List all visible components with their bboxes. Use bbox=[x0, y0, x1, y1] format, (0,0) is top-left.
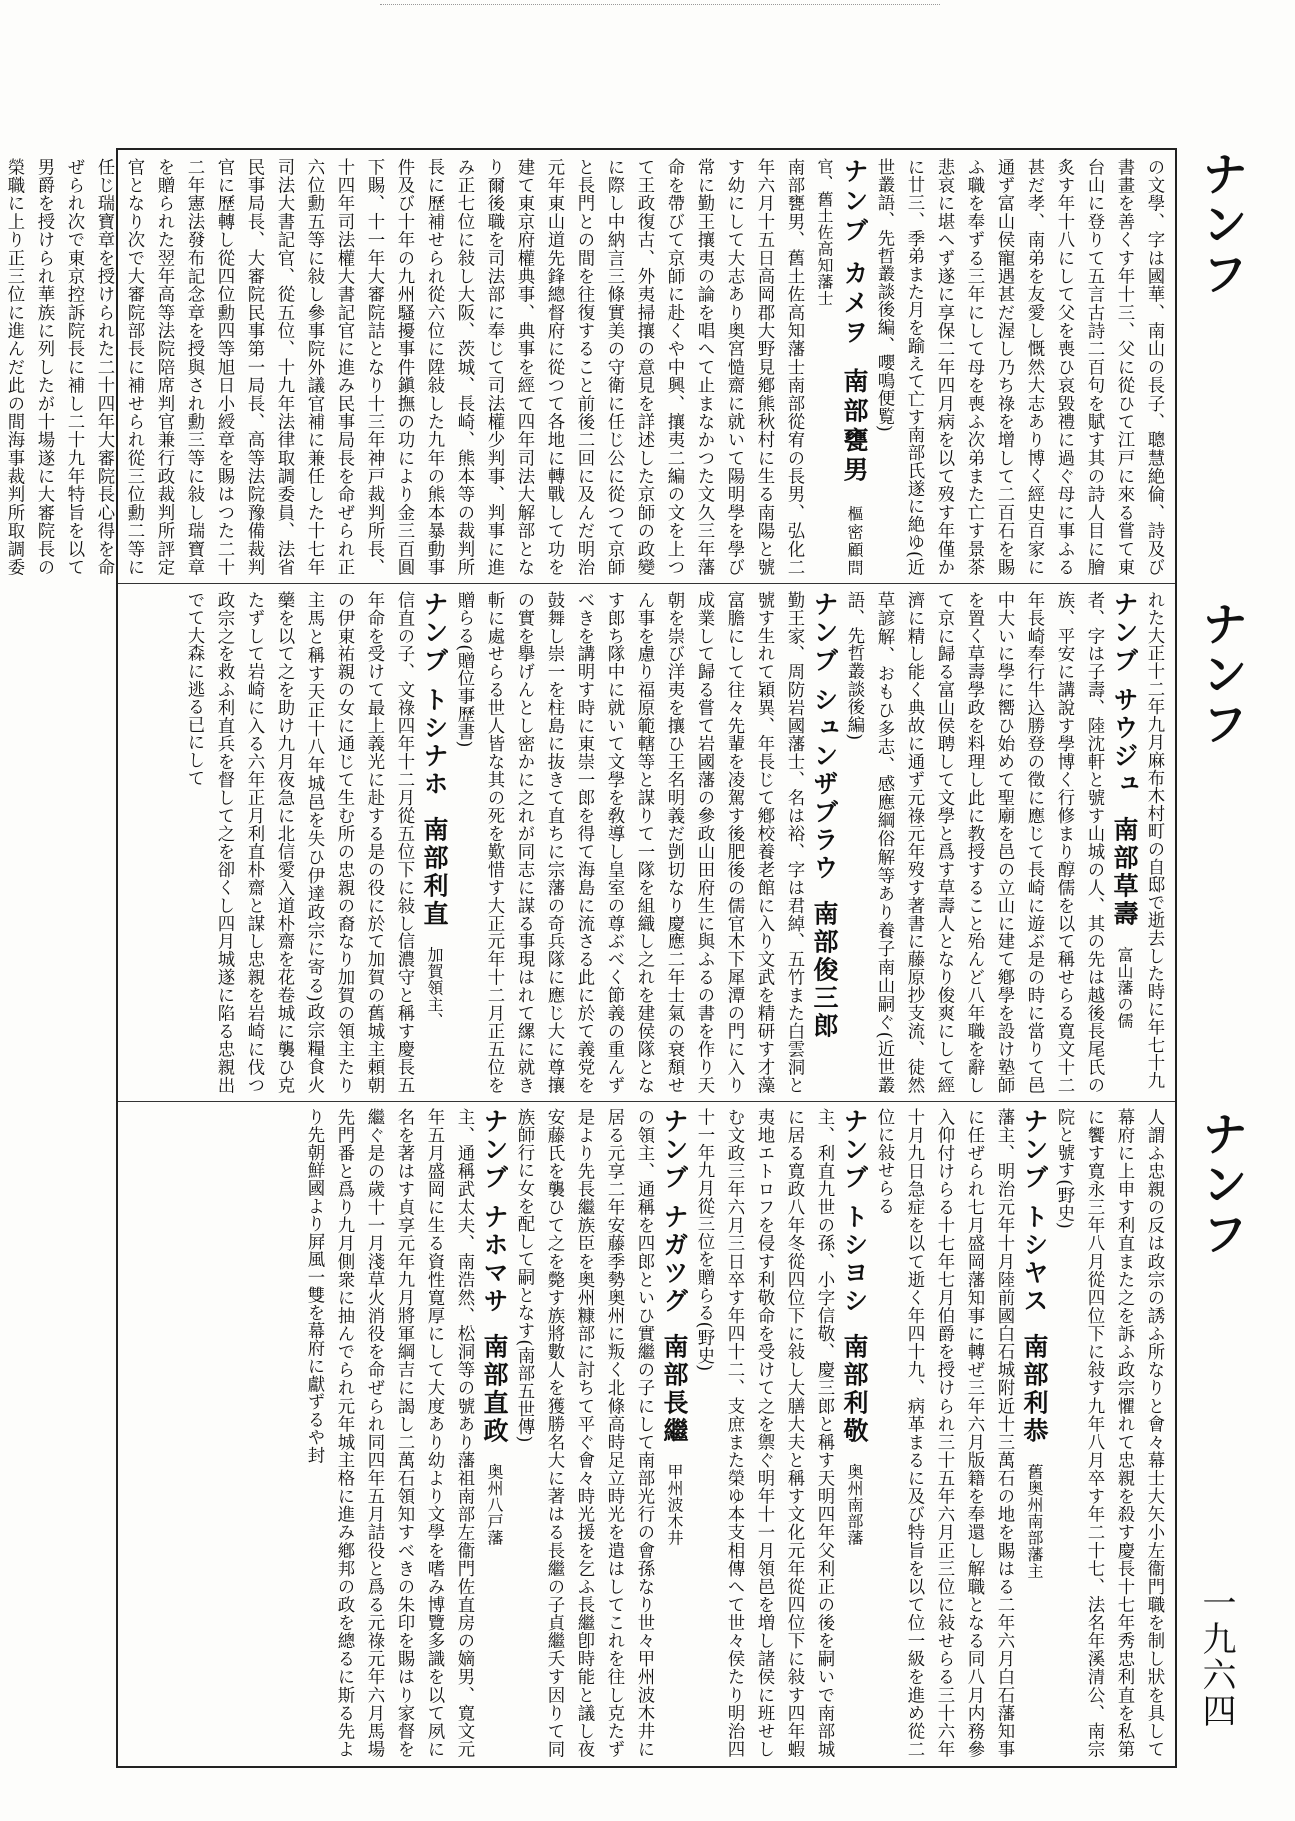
entry-note: 奥州八戸藩 bbox=[485, 1463, 504, 1546]
entry-text: の文學、字は國華、南山の長子、聰慧絶倫、詩及び書畫を善くす年十三、父に從ひて江戸に來る嘗て東台山に登りて五言古詩二百句を賦す其の詩人目に膾炙す年十八にして父を喪ひ哀毀禮に過ぐ母に事ふる甚だ孝、南弟を友愛し慨然大志あり博く經史百家に通ず富山侯寵遇甚だ渥し乃ち祿を增して二百石を賜ふ職を奉ずる三年にして母を喪ふ次弟また亡す景茶悲哀に堪へず遂に享保二年四月病を以て歿す年僅かに廿三、季弟また月を踰えて亡す南部氏遂に絶ゆ(近世叢語、先哲叢談後編、嚶鳴便覧) bbox=[874, 158, 1164, 576]
entry-heading bbox=[809, 591, 839, 1094]
entry-name: 南部利直 bbox=[420, 816, 449, 929]
entry-name: 南部直政 bbox=[480, 1333, 509, 1446]
tier-bottom-text bbox=[124, 1108, 1169, 1758]
running-head-middle: ナンフ bbox=[1195, 600, 1249, 750]
entry-heading bbox=[419, 591, 449, 1094]
entry-text: 者、字は子壽、陸沈軒と號す山城の人、其の先は越後長尾氏の族、平安に講說す學博く行修まり醇儒を以て稱せらる寛文十二年長崎奉行牛込勝登の徵に應じて長崎に遊ぶ是の時に當りて邑中大いに學に嚮ひ始めて聖廟を邑の立山に建て鄕學を設け塾師を置く草壽學政を料理し此に教授すること殆んど八年職を辭して京に歸る富山侯聘して文學と爲す草壽人となり俊爽にして經濟に精し能く典故に通ず元祿元年歿す著書に藤原抄支流、徒然草諺解、おもひ多志、感應綱俗解等あり養子南山嗣ぐ(近世叢語、先哲叢談後編) bbox=[844, 591, 1104, 1094]
entry-name: 南部利恭 bbox=[1020, 1333, 1049, 1446]
entry-reading: ナンブ ナガツグ bbox=[660, 1108, 689, 1316]
tier-middle-text bbox=[124, 591, 1169, 1094]
entry-note: 奥州南部藩 bbox=[845, 1463, 864, 1546]
tier-middle bbox=[124, 591, 1169, 1094]
entry-name: 南部甕男 bbox=[840, 367, 869, 487]
running-head-bottom: ナンフ bbox=[1195, 1110, 1249, 1260]
entry-text: 南部甕男、舊土佐高知藩士南部從宥の長男、弘化二年六月十五日高岡郡大野見鄕熊秋村に生る南陽と號す幼にして大志あり奥宮慥齋に就いて陽明學を學び常に勤王攘夷の論を唱へて止まなかつた文久三年藩命を帶びて京師に赴くや中興、攘夷二編の文を上つて王政復古、外夷掃攘の意見を詳述した京師の政變に際し中納言三條實美の守衛に任じ公に從つて京師と長門との間を往復すること前後二回に及んだ明治元年東山道先鋒總督府に從つて各地に轉戰して功を建て東京府權典事、典事を經て四年司法大解部となり爾後職を司法部に奉じて司法權少判事、判事に進み正七位に敍し大阪、茨城、長崎、熊本等の裁判所長に歷補せられ從六位に陞敍した九年の熊本暴動事件及び十年の九州騷擾事件鎭撫の功により金三百圓下賜、十一年大審院詰となり十三年神戸裁判所長、十四年司法權大書記官に進み民事局長を命ぜられ正六位勳五等に敍し參事院外議官補に兼任した十七年司法大書記官、從五位、十九年法律取調委員、法省民事局長、大審院民事第一局長、高等法院豫備裁判官に歷轉し從四位勳四等旭日小綬章を賜はつた二十二年憲法發布記念章を授與され勳三等に敍し瑞寶章を贈られた翌年高等法院陪席判官兼行政裁判所評定官となり次で大審院部長に補せられ從三位勳二等に任じ瑞寶章を授けられた二十四年大審院長心得を命ぜられ次で東京控訴院長に補し二十九年特旨を以て男爵を授けられ華族に列したが十場遂に大審院長の榮職に上り正三位に進んだ此の間海事裁判所取調委 bbox=[4, 158, 804, 576]
entry-text: 勤王家、周防岩國藩士、名は裕、字は君綽、五竹また白雲洞と號す生れて穎異、年長じて鄕校養老館に入り文武を精研す才藻富膽にして往々先輩を凌駕す後肥後の儒官木下犀潭の門に入り成業して歸る嘗て岩國藩の參政山田府生に與ふるの書を作り天朝を崇び洋夷を攘ひ王名明義だ剴切なり慶應二年士氣の衰頽せん事を慮り福原範轄等と謀りて一隊を組織し之れを建侯隊となす郎ち隊中に就いて文學を敎導し皇室の尊ぶべく節義の重んずべきを講明す時に東崇一郎を得て海島に流さる此に於て義党を鼓舞し崇一を柱島に抜きて直ちに宗藩の奇兵隊に應じ大に尊攘の實を擧げんとし密かに之れが同志に謀る事現はれて縲に就き斬に處せらる世人皆な其の死を歎惜す大正元年十二月正五位を贈らる(贈位事歷書) bbox=[454, 591, 804, 1094]
entry-heading bbox=[839, 1108, 869, 1758]
page-number: 一九六四 bbox=[1196, 1585, 1236, 1729]
entry-reading: ナンブ ナホマサ bbox=[480, 1108, 509, 1316]
tier-bottom bbox=[124, 1108, 1169, 1758]
entry-text: 信直の子、文祿四年十二月從五位下に敍し信濃守と稱す慶長五年命を受けて最上義光に赴する是の役に於て加賀の舊城主頼朝の伊東祐親の女に通じて生む所の忠親の裔なり加賀の領主たり主馬と稱す天正十八年城邑を失ひ伊達政宗に寄る)政宗糧食火藥を以て之を助け九月夜急に北信愛入道朴齋を花卷城に襲ひ克たずして岩崎に入る六年正月利直朴齋と謀し忠親を岩崎に伐つ政宗之を救ふ利直兵を督して之を卻くし四月城遂に陷る忠親出でて大森に逃る已にして bbox=[184, 591, 414, 1094]
entry-reading: ナンブ サウジュ bbox=[1110, 591, 1139, 799]
tier-divider-1 bbox=[118, 583, 1175, 584]
entry-name: 南部草壽 bbox=[1110, 816, 1139, 929]
entry-reading: ナンブ トシナホ bbox=[420, 591, 449, 799]
entry-text: 人謂ふ忠親の反は政宗の誘ふ所なりと會々幕士大矢小左衞門職を制し狀を具して幕府に上申す利直また之を訴ふ政宗懼れて忠親を殺す慶長十七年秀忠利直を私第に饗す寛永三年八月從四位下に敍す九年八月卒す年二十七、法名年溪清公、南宗院と號す(野史) bbox=[1054, 1108, 1164, 1758]
entry-note: 加賀領主、 bbox=[425, 946, 444, 1029]
entry-heading bbox=[659, 1108, 689, 1758]
entry-heading bbox=[809, 158, 869, 576]
entry-heading bbox=[1019, 1108, 1049, 1758]
entry-heading bbox=[1109, 591, 1139, 1094]
entry-text: れた大正十二年九月麻布木村町の自邸で逝去した時に年七十九 bbox=[1144, 591, 1164, 1090]
entry-reading: ナンブ トシヨシ bbox=[840, 1108, 869, 1316]
tier-top-text bbox=[4, 158, 1169, 576]
entry-name: 南部俊三郎 bbox=[810, 900, 839, 1041]
entry-heading bbox=[479, 1108, 509, 1758]
tier-top bbox=[4, 158, 1169, 576]
entry-text: の領主、通稱を四郎といひ實繼の子にして南部光行の會孫なり世々甲州波木井に居る元享二年安藤季勢奥州に叛く北條高時足立時光を遣はしてこれを往し克たず是より先長繼族臣を奥州糠部に討ちて平ぐ會々時光援を乞ふ長繼卽時能と議し夜安藤氏を襲ひて之を斃す族將數人を獲勝名大に著はる長繼の子貞繼夭す因りて同族師行に女を配して嗣となす(南部五世傳) bbox=[514, 1108, 654, 1758]
entry-text: 主、利直九世の孫、小字信敬、慶三郎と稱す天明四年父利正の後を嗣いで南部城に居る寛政八年冬從四位下に敍し大膳大夫と稱す文化元年從四位下に敍す四年蝦夷地エトロフを侵す利敬命を受けて之を禦ぐ明年十一月領邑を増し諸侯に班せしむ文政三年六月三日卒す年四十二、支庶また榮ゆ本支相傳へて世々侯たり明治四十一年九月從三位を贈らる(野史) bbox=[694, 1108, 834, 1758]
entry-reading: ナンブ シュンザブラウ bbox=[810, 591, 839, 883]
entry-note: 富山藩の儒 bbox=[1115, 946, 1134, 1029]
running-head-top: ナンフ bbox=[1195, 150, 1249, 300]
entry-reading: ナンブ カメヲ bbox=[840, 158, 869, 349]
entry-note: 甲州波木井 bbox=[665, 1463, 684, 1546]
entry-text: 藩主、明治元年十月陸前國白石城附近十三萬石の地を賜はる二年六月白石藩知事に任ぜられ七月盛岡藩知事に轉ぜ三年六月版籍を奉還し解職となる同八月内務參入仰付けらる十七年七月伯爵を授けられ三十五年六月正三位に敍せらる三十六年十月九日急症を以て逝く年四十九、病革まるに及び特旨を以て位一級を進め從二位に敍せらる bbox=[874, 1108, 1014, 1758]
entry-note: 樞密顧問官、舊土佐高知藩士 bbox=[815, 158, 864, 576]
page-frame bbox=[4, 148, 1177, 1768]
tier-divider-2 bbox=[118, 1101, 1175, 1102]
top-dotted-line bbox=[380, 4, 940, 5]
entry-name: 南部利敬 bbox=[840, 1333, 869, 1446]
entry-reading: ナンブ トシヤス bbox=[1020, 1108, 1049, 1316]
entry-note: 舊奥州南部藩主 bbox=[1025, 1463, 1044, 1579]
entry-text: 主、通稱武太夫、南浩然、松洞等の號あり藩祖南部左衞門佐直房の嫡男、寛文元年五月盛岡に生る資性寛厚にして大度あり幼より文學を嗜み博覽多識を以て夙に名を著はす貞享元年九月將軍綱吉に謁し二萬石領知すべきの朱印を賜はり家督を繼ぐ是の歲十一月淺草火消役を命ぜられ同四年五月詰役と爲る元祿元年六月馬場先門番と爲り九月側衆に抽んでられ元年城主格に進み鄕邦の政を總るに斯る先より先朝鮮國より屛風一雙を幕府に獻ずるや封 bbox=[304, 1108, 474, 1758]
entry-name: 南部長繼 bbox=[660, 1333, 689, 1446]
